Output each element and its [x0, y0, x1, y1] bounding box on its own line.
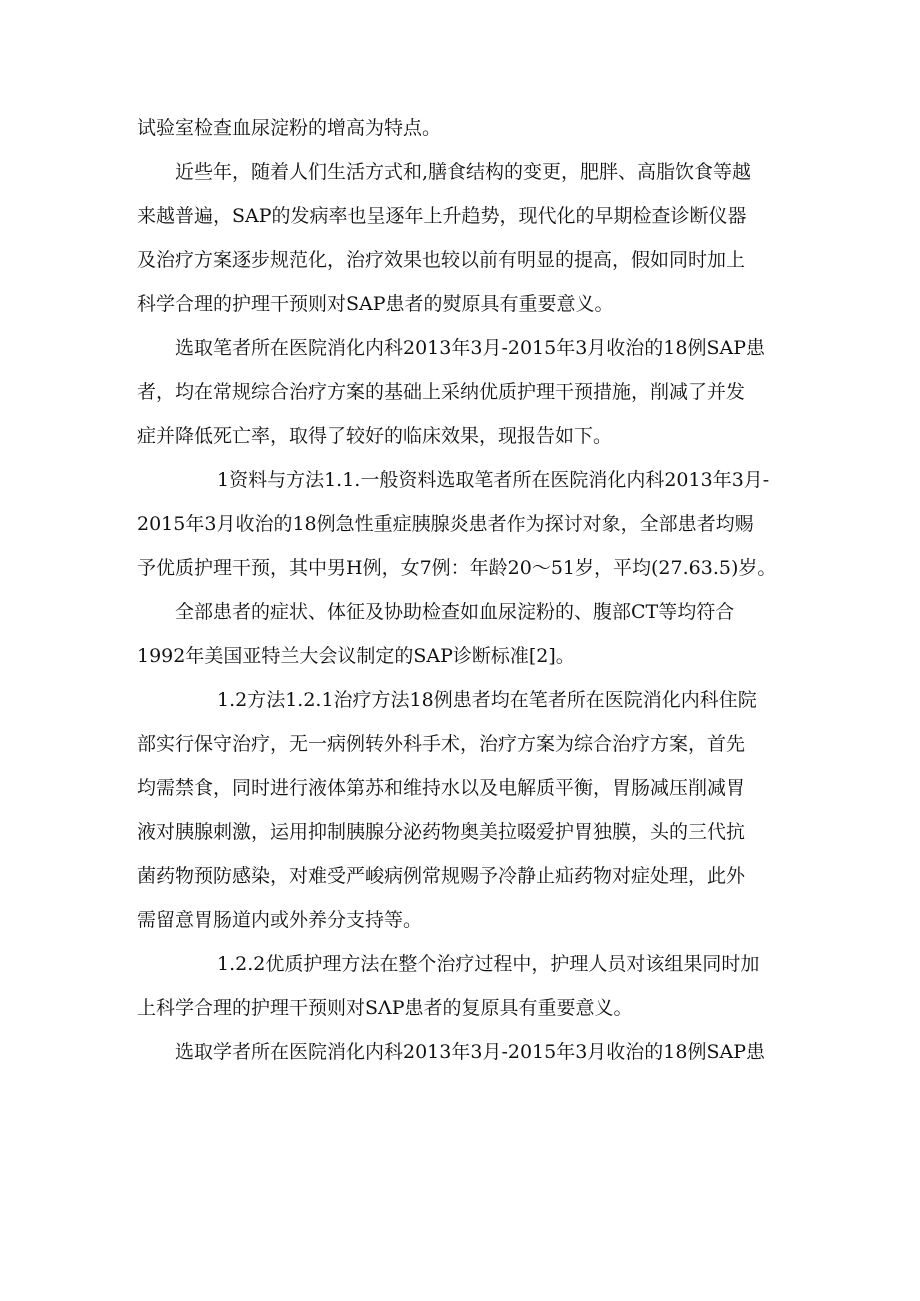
text-line: 上科学合理的护理干预则对SΛP患者的复原具有重要意义。	[137, 997, 633, 1019]
text-line: 液对胰腺刺激，运用抑制胰腺分泌药物奥美拉啜爱护胃独膜，头的三代抗	[137, 821, 746, 843]
text-line: 来越普遍，SAP的发病率也呈逐年上升趋势，现代化的早期检查诊断仪器	[137, 205, 747, 227]
text-line: 试验室检查血尿淀粉的增高为特点。	[137, 117, 442, 139]
text-line: 2015年3月收治的18例急性重症胰腺炎患者作为探讨对象，全部患者均赐	[137, 513, 754, 535]
text-line: 选取笔者所在医院消化内科2013年3月-2015年3月收治的18例SAP患	[175, 337, 766, 359]
text-line: 者，均在常规综合治疗方案的基础上采纳优质护理干预措施，削减了并发	[137, 381, 746, 403]
text-line: 1.2方法1.2.1治疗方法18例患者均在笔者所在医院消化内科住院	[217, 689, 757, 711]
text-line: 1资料与方法1.1.一般资料选取笔者所在医院消化内科2013年3月-	[217, 469, 770, 491]
text-line: 科学合理的护理干预则对SAP患者的熨原具有重要意义。	[137, 293, 614, 315]
text-line: 1992年美国亚特兰大会议制定的SAP诊断标准[2]。	[137, 645, 575, 667]
text-line: 均需禁食，同时进行液体第苏和维持水以及电解质平衡，胃肠减压削减胃	[137, 777, 746, 799]
text-line: 选取学者所在医院消化内科2013年3月-2015年3月收治的18例SAP患	[175, 1041, 766, 1063]
text-line: 1.2.2优质护理方法在整个治疗过程中，护理人员对该组果同时加	[217, 953, 760, 975]
text-line: 症并降低死亡率，取得了较好的临床效果，现报告如下。	[137, 425, 613, 447]
text-line: 部实行保守治疗，无一病例转外科手术，治疗方案为综合治疗方案，首先	[137, 733, 746, 755]
text-line: 全部患者的症状、体征及协助检查如血尿淀粉的、腹部CT等均符合	[175, 601, 735, 623]
text-line: 予优质护理干预，其中男H例，女7例：年龄20～51岁，平均(27.63.5)岁。	[137, 557, 777, 579]
text-line: 需留意胃肠道内或外养分支持等。	[137, 909, 423, 931]
text-line: 菌药物预防感染，对难受严峻病例常规赐予冷静止疝药物对症处理，此外	[137, 865, 746, 887]
text-line: 近些年，随着人们生活方式和,膳食结构的变更，肥胖、高脂饮食等越	[175, 161, 752, 183]
text-line: 及治疗方案逐步规范化，治疗效果也较以前有明显的提高，假如同时加上	[137, 249, 746, 271]
body-text	[137, 106, 787, 1074]
